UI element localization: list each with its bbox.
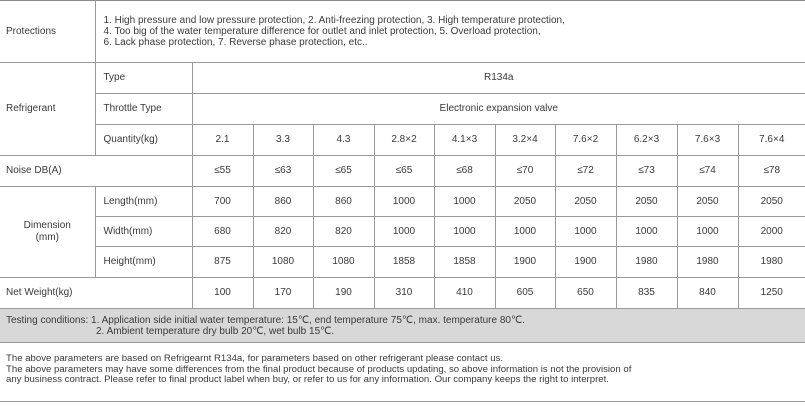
dimension-label — [0, 187, 95, 278]
height-cell: 1980 — [738, 247, 805, 278]
quantity-cell: 3.2×4 — [495, 125, 555, 156]
dimension-label-unit: (mm) — [35, 232, 59, 243]
width-cell: 680 — [192, 217, 253, 247]
quantity-row — [0, 125, 805, 156]
noise-cell: ≤74 — [677, 156, 738, 187]
height-cell: 1080 — [313, 247, 374, 278]
net-weight-cell: 170 — [253, 278, 313, 309]
length-cell: 2050 — [738, 187, 805, 217]
height-cell: 1080 — [253, 247, 313, 278]
testing-conditions-row — [0, 309, 805, 343]
length-cell: 2050 — [495, 187, 555, 217]
quantity-cell: 7.6×4 — [738, 125, 805, 156]
length-cell: 1000 — [374, 187, 434, 217]
height-cell: 875 — [192, 247, 253, 278]
refrigerant-label: Refrigerant — [0, 63, 95, 156]
footnotes — [6, 354, 801, 386]
height-cell: 1900 — [555, 247, 616, 278]
height-cell: 1900 — [495, 247, 555, 278]
net-weight-cell: 310 — [374, 278, 434, 309]
net-weight-cell: 190 — [313, 278, 374, 309]
refrigerant-type-row — [0, 63, 805, 94]
noise-label: Noise DB(A) — [0, 156, 192, 187]
bottom-divider — [0, 401, 805, 402]
noise-cell: ≤65 — [313, 156, 374, 187]
quantity-cell: 4.3 — [313, 125, 374, 156]
quantity-cell: 2.8×2 — [374, 125, 434, 156]
length-cell: 700 — [192, 187, 253, 217]
net-weight-cell: 605 — [495, 278, 555, 309]
width-cell: 1000 — [434, 217, 495, 247]
protections-text — [95, 1, 805, 63]
quantity-cell: 4.1×3 — [434, 125, 495, 156]
net-weight-cell: 835 — [616, 278, 677, 309]
quantity-cell: 6.2×3 — [616, 125, 677, 156]
noise-cell: ≤68 — [434, 156, 495, 187]
noise-cell: ≤70 — [495, 156, 555, 187]
quantity-label: Quantity(kg) — [95, 125, 192, 156]
length-cell: 1000 — [434, 187, 495, 217]
quantity-cell: 3.3 — [253, 125, 313, 156]
noise-cell: ≤65 — [374, 156, 434, 187]
noise-cell: ≤78 — [738, 156, 805, 187]
net-weight-cell: 650 — [555, 278, 616, 309]
net-weight-label: Net Weight(kg) — [0, 278, 192, 309]
throttle-type-row — [0, 94, 805, 125]
length-cell: 2050 — [616, 187, 677, 217]
length-cell: 860 — [253, 187, 313, 217]
net-weight-cell: 100 — [192, 278, 253, 309]
footnote-line: The above parameters may have some differences from the final product because of products updating, so above information is not the provision of — [6, 363, 632, 375]
width-cell: 2000 — [738, 217, 805, 247]
length-label: Length(mm) — [95, 187, 192, 217]
type-label: Type — [95, 63, 192, 94]
width-cell: 1000 — [495, 217, 555, 247]
length-cell: 2050 — [555, 187, 616, 217]
testing-conditions-line: Testing conditions: 1. Application side initial water temperature: 15℃, end temperature 75℃, max. temperature 80℃. — [6, 314, 525, 326]
width-cell: 820 — [313, 217, 374, 247]
width-row — [0, 217, 805, 247]
quantity-cell: 2.1 — [192, 125, 253, 156]
length-cell: 2050 — [677, 187, 738, 217]
height-cell: 1858 — [374, 247, 434, 278]
width-label: Width(mm) — [95, 217, 192, 247]
noise-cell: ≤72 — [555, 156, 616, 187]
height-cell: 1980 — [677, 247, 738, 278]
noise-row — [0, 156, 805, 187]
testing-conditions-line: 2. Ambient temperature dry bulb 20℃, wet bulb 15℃. — [96, 325, 335, 337]
protections-line: 1. High pressure and low pressure protection, 2. Anti-freezing protection, 3. High temperature protection, — [103, 15, 565, 26]
protections-line: 4. Too big of the water temperature difference for outlet and inlet protection, 5. Overload protection, — [103, 26, 541, 37]
testing-conditions — [0, 309, 805, 343]
height-label: Height(mm) — [95, 247, 192, 278]
net-weight-row — [0, 278, 805, 309]
length-cell: 860 — [313, 187, 374, 217]
type-value: R134a — [192, 63, 805, 94]
protections-line: 6. Lack phase protection, 7. Reverse phase protection, etc.. — [103, 37, 368, 48]
net-weight-cell: 410 — [434, 278, 495, 309]
height-row — [0, 247, 805, 278]
dimension-label-line: Dimension — [23, 220, 71, 231]
width-cell: 820 — [253, 217, 313, 247]
height-cell: 1980 — [616, 247, 677, 278]
net-weight-cell: 1250 — [738, 278, 805, 309]
noise-cell: ≤55 — [192, 156, 253, 187]
width-cell: 1000 — [374, 217, 434, 247]
length-row — [0, 187, 805, 217]
noise-cell: ≤63 — [253, 156, 313, 187]
quantity-cell: 7.6×3 — [677, 125, 738, 156]
throttle-type-value: Electronic expansion valve — [192, 94, 805, 125]
noise-cell: ≤73 — [616, 156, 677, 187]
quantity-cell: 7.6×2 — [555, 125, 616, 156]
width-cell: 1000 — [677, 217, 738, 247]
footnote-line: The above parameters are based on Refrigearnt R134a, for parameters based on other refrigerant please contact us. — [6, 353, 504, 364]
net-weight-cell: 840 — [677, 278, 738, 309]
width-cell: 1000 — [616, 217, 677, 247]
protections-label: Protections — [0, 1, 95, 63]
throttle-type-label: Throttle Type — [95, 94, 192, 125]
protections-row — [0, 1, 805, 63]
height-cell: 1858 — [434, 247, 495, 278]
width-cell: 1000 — [555, 217, 616, 247]
footnote-line: any business contract. Please refer to final product label when buy, or refer to us for any information. Our company keeps the right to interpret. — [6, 374, 609, 385]
